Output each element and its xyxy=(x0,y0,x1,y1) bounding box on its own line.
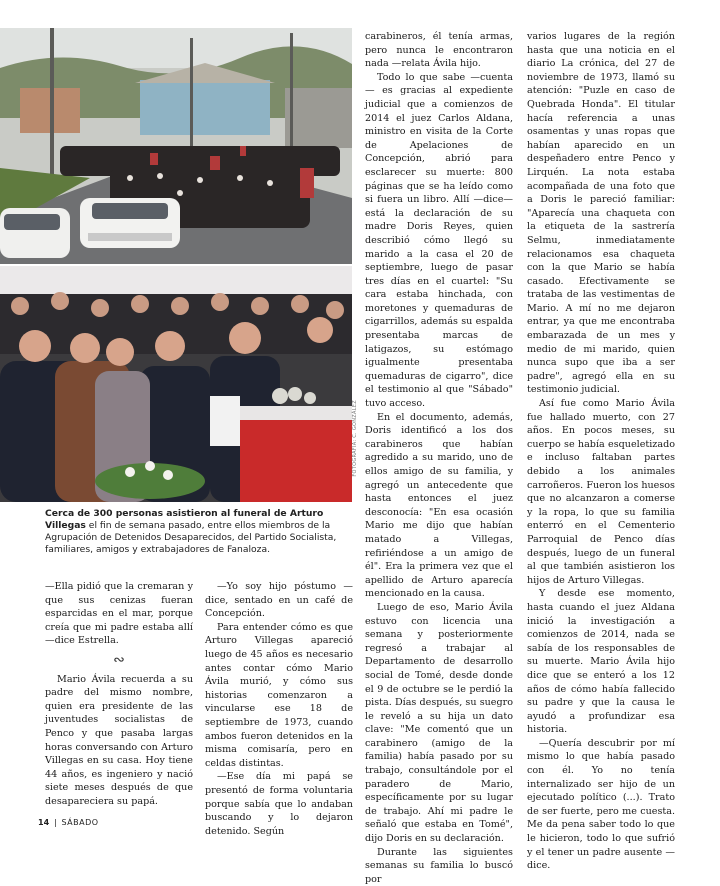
magazine-name: SÁBADO xyxy=(61,818,99,827)
article-paragraph: Todo lo que sabe —cuenta— es gracias al expediente judicial que a comienzos de 2014 el juez Carlos Aldana, ministro en visita de la Corte de Apelaciones de Concepción, abrió para esclarecer su muerte: 800 páginas que se ha leído como si fuera un libro. Allí —dice— está la declaración de su madre Doris Reyes, quien describió cómo llegó su marido a la casa el 20 de septiembre, luego de pasar tres días en el cuartel: "Su cara estaba hinchada, con moretones y quemaduras de cigarrillos, además su espalda presentaba marcas de latigazos, su estómago igualmente presentaba quemaduras de cigarro", dice el testimonio al que "Sábado" tuvo acceso. xyxy=(365,71,513,410)
page-footer xyxy=(38,818,99,827)
article-paragraph: Así fue como Mario Ávila fue hallado muerto, con 27 años. En pocos meses, su cuerpo se había esqueletizado e incluso faltaban partes debido a los animales carroñeros. Fueron los huesos que no alcanzaron a comerse y la ropa, lo que su familia enterró en el Cementerio Parroquial de Penco días después, luego de un funeral al que también asistieron los hijos de Arturo Villegas. xyxy=(527,398,675,586)
article-paragraph: En el documento, además, Doris identificó a los dos carabineros que habían agredido a su marido, uno de ellos amigo de su familia, y agregó un antecedente que hasta entonces el juez desconocía: "En esa ocasión Mario me dijo que habían matado a Villegas, refiriéndose a un amigo de él". Era la primera vez que el apellido de Arturo aparecía mencionado en la causa. xyxy=(365,411,513,600)
footer-separator: | xyxy=(53,818,57,827)
article-paragraph: —Ese día mi papá se presentó de forma voluntaria porque sabía que lo andaban buscando y lo dejaron detenido. Según xyxy=(205,771,353,837)
procession-photo xyxy=(0,28,352,264)
photo-credit: FOTOGRAFÍA: C. GONZÁLEZ xyxy=(352,400,358,477)
funeral-photo xyxy=(0,266,352,502)
article-paragraph: Mario Ávila recuerda a su padre del mismo nombre, quien era presidente de las juventudes socialistas de Penco y que pasaba largas horas conversando con Arturo Villegas en su casa. Hoy tiene 44 años, es ingeniero y nació siete meses después de que desapareciera su papá. xyxy=(45,673,193,807)
article-column-2 xyxy=(205,580,353,838)
article-column-3 xyxy=(365,30,513,886)
article-column-4 xyxy=(527,30,675,873)
caption-lead: Cerca de 300 personas asistieron al funeral de Arturo Villegas xyxy=(45,508,324,531)
article-paragraph: Para entender cómo es que Arturo Villegas apareció luego de 45 años es necesario antes contar cómo Mario Ávila murió, y cómo sus historias comenzaron a vincularse ese 18 de septiembre de 1973, cuando ambos fueron detenidos en la misma comisaría, pero en celdas distintas. xyxy=(205,621,353,769)
article-paragraph: Y desde ese momento, hasta cuando el juez Aldana inició la investigación a comienzos de 2014, nada se sabía de los responsables de su muerte. Mario Ávila hijo dice que se enteró a los 12 años de cómo había fallecido su padre y que la causa le ayudó a profundizar esa historia. xyxy=(527,588,675,736)
article-paragraph: carabineros, él tenía armas, pero nunca le encontraron nada —relata Ávila hijo. xyxy=(365,31,513,70)
article-paragraph: Durante las siguientes semanas su familia lo buscó por xyxy=(365,846,513,885)
ornament-icon: ∾ xyxy=(113,651,125,668)
page-number: 14 xyxy=(38,818,50,827)
article-paragraph: Luego de eso, Mario Ávila estuvo con licencia una semana y posteriormente regresó a trabajar al Departamento de desarrollo social de Tomé, desde donde el 9 de octubre se le perdió la pista. Días después, su suegro le reveló a su hija un dato clave: "Me comentó que un carabinero (amigo de la familia) había pasado por su trabajo, consultándole por el paradero de Mario, específicamente por su lugar de trabajo. Ahí mi padre le señaló que estaba en Tomé", dijo Doris en su declaración. xyxy=(365,601,513,845)
article-paragraph: —Ella pidió que la cremaran y que sus cenizas fueran esparcidas en el mar, porque creía que mi padre estaba allí —dice Estrella. xyxy=(45,581,193,647)
article-column-1 xyxy=(45,580,193,809)
article-paragraph: —Quería descubrir por mí mismo lo que había pasado con él. Yo no tenía internalizado ser hijo de un ejecutado político (...). Trato de ser fuerte, pero me cuesta. Me da pena saber todo lo que le hicieron, todo lo que sufrió y el tener un padre ausente —dice. xyxy=(527,737,675,872)
article-paragraph: varios lugares de la región hasta que una noticia en el diario La crónica, del 27 de noviembre de 1973, llamó su atención: "Puzle en caso de Quebrada Honda". El titular hacía referencia a unas osamentas y unas ropas que habían aparecido en un despeñadero entre Penco y Lirquén. La nota estaba acompañada de una foto que a Doris le pareció familiar: "Aparecía una chaqueta con la etiqueta de la sastrería Selmu, inmediatamente relacionamos esa chaqueta con la que Mario se había casado. Efectivamente se trataba de las vestimentas de Mario. A mí no me dejaron entrar, ya que me encontraba embarazada de un mes y medio de mi marido, quien nunca supo que iba a ser padre", agregó ella en su testimonio judicial. xyxy=(527,31,675,396)
caption-rest: el fin de semana pasado, entre ellos miembros de la Agrupación de Detenidos Desaparecidos, del Partido Socialista, familiares, amigos y extrabajadores de Fanaloza. xyxy=(45,520,337,555)
article-paragraph: —Yo soy hijo póstumo —dice, sentado en un café de Concepción. xyxy=(205,581,353,620)
photo-caption xyxy=(45,508,350,556)
